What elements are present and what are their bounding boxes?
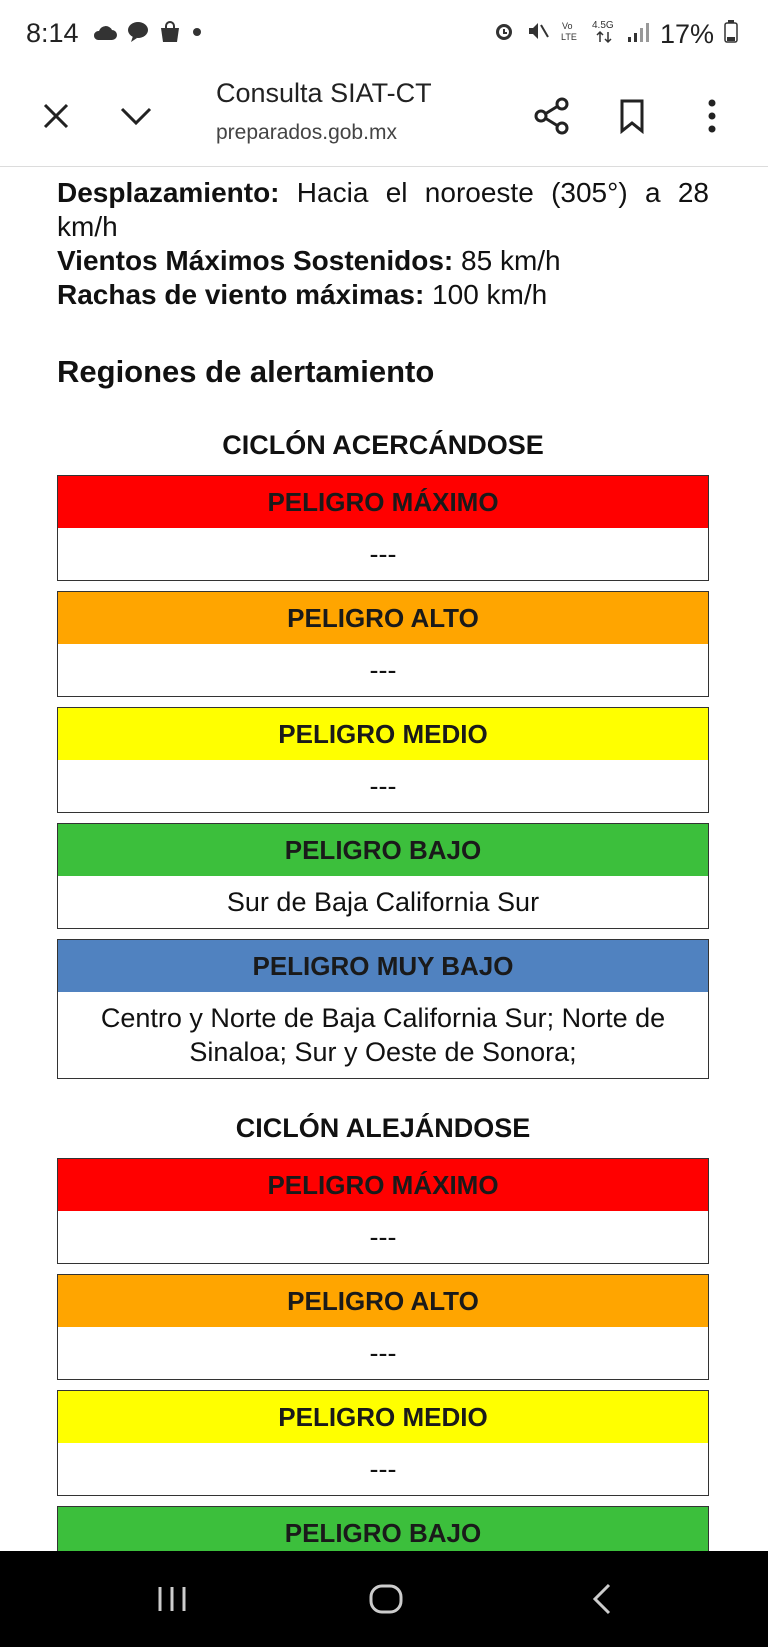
- storm-info: [57, 176, 709, 312]
- alert-box-alto: [57, 1274, 709, 1380]
- chevron-down-icon: [119, 105, 153, 127]
- alert-regions: Sur de Baja California Sur: [226, 887, 540, 917]
- recent-apps-button[interactable]: [144, 1571, 200, 1627]
- battery-icon: [724, 19, 738, 50]
- recent-apps-icon: [155, 1584, 189, 1614]
- mute-icon: [526, 19, 550, 50]
- cloud-icon: [92, 22, 118, 47]
- battery-percent: 17%: [659, 19, 714, 49]
- dot-icon: [190, 25, 204, 44]
- vientos-line: Vientos Máximos Sostenidos: 85 km/h: [57, 245, 561, 276]
- alert-box-medio: [57, 707, 709, 813]
- alert-regions: ---: [369, 771, 397, 801]
- alert-regions: ---: [369, 1454, 397, 1484]
- alert-level-label: PELIGRO ALTO: [58, 592, 708, 644]
- status-bar: [0, 0, 768, 66]
- bookmark-button[interactable]: [604, 88, 660, 144]
- volte-icon: [560, 19, 582, 50]
- page-url: preparados.gob.mx: [216, 121, 397, 144]
- alert-box-alto: [57, 591, 709, 697]
- alert-regions: Centro y Norte de Baja California Sur; Norte de Sinaloa; Sur y Oeste de Sonora;: [100, 1003, 666, 1067]
- close-button[interactable]: [28, 88, 84, 144]
- alert-box-medio: [57, 1390, 709, 1496]
- more-vert-icon: [707, 98, 717, 134]
- alert-box-maximo: [57, 475, 709, 581]
- back-button[interactable]: [574, 1571, 630, 1627]
- back-icon: [590, 1582, 614, 1616]
- home-button[interactable]: [358, 1571, 414, 1627]
- page-title: Consulta SIAT-CT: [216, 78, 432, 108]
- alert-box-maximo: [57, 1158, 709, 1264]
- regions-heading: Regiones de alertamiento: [57, 354, 435, 389]
- alert-level-label: PELIGRO MUY BAJO: [58, 940, 708, 992]
- status-time: 8:14: [26, 18, 79, 48]
- system-nav-bar: [0, 1551, 768, 1647]
- close-icon: [41, 101, 71, 131]
- shopping-bag-icon: [158, 20, 182, 49]
- desplazamiento-line: Desplazamiento: Hacia el noroeste (305°) a 28 km/h: [57, 177, 709, 242]
- custom-tab-toolbar: [0, 66, 768, 167]
- svg-text:Vo: Vo: [561, 21, 573, 31]
- alert-level-label: PELIGRO BAJO: [58, 1507, 708, 1559]
- rachas-line: Rachas de viento máximas: 100 km/h: [57, 279, 548, 310]
- alert-level-label: PELIGRO MÁXIMO: [58, 476, 708, 528]
- page-content: [57, 166, 709, 1622]
- alarm-icon: [492, 19, 516, 50]
- section-title-receding: CICLÓN ALEJÁNDOSE: [235, 1113, 531, 1143]
- network-4-5g-icon: [592, 18, 616, 51]
- alert-level-label: PELIGRO MÁXIMO: [58, 1159, 708, 1211]
- alert-level-label: PELIGRO BAJO: [58, 824, 708, 876]
- alert-regions: ---: [369, 1222, 397, 1252]
- more-options-button[interactable]: [684, 88, 740, 144]
- share-icon: [533, 96, 571, 136]
- alert-regions: ---: [369, 655, 397, 685]
- alert-box-muy-bajo: [57, 939, 709, 1079]
- home-icon: [368, 1583, 404, 1615]
- minimize-button[interactable]: [108, 88, 164, 144]
- share-button[interactable]: [524, 88, 580, 144]
- svg-text:4.5G: 4.5G: [591, 20, 614, 31]
- alert-regions: ---: [369, 1338, 397, 1368]
- alert-level-label: PELIGRO ALTO: [58, 1275, 708, 1327]
- alert-box-bajo: [57, 823, 709, 929]
- alert-level-label: PELIGRO MEDIO: [58, 708, 708, 760]
- alert-regions: ---: [369, 539, 397, 569]
- alert-level-label: PELIGRO MEDIO: [58, 1391, 708, 1443]
- bookmark-icon: [619, 98, 645, 134]
- svg-text:LTE: LTE: [560, 32, 577, 42]
- chat-bubble-icon: [126, 20, 150, 49]
- section-title-approaching: CICLÓN ACERCÁNDOSE: [222, 430, 544, 460]
- signal-icon: [626, 19, 650, 50]
